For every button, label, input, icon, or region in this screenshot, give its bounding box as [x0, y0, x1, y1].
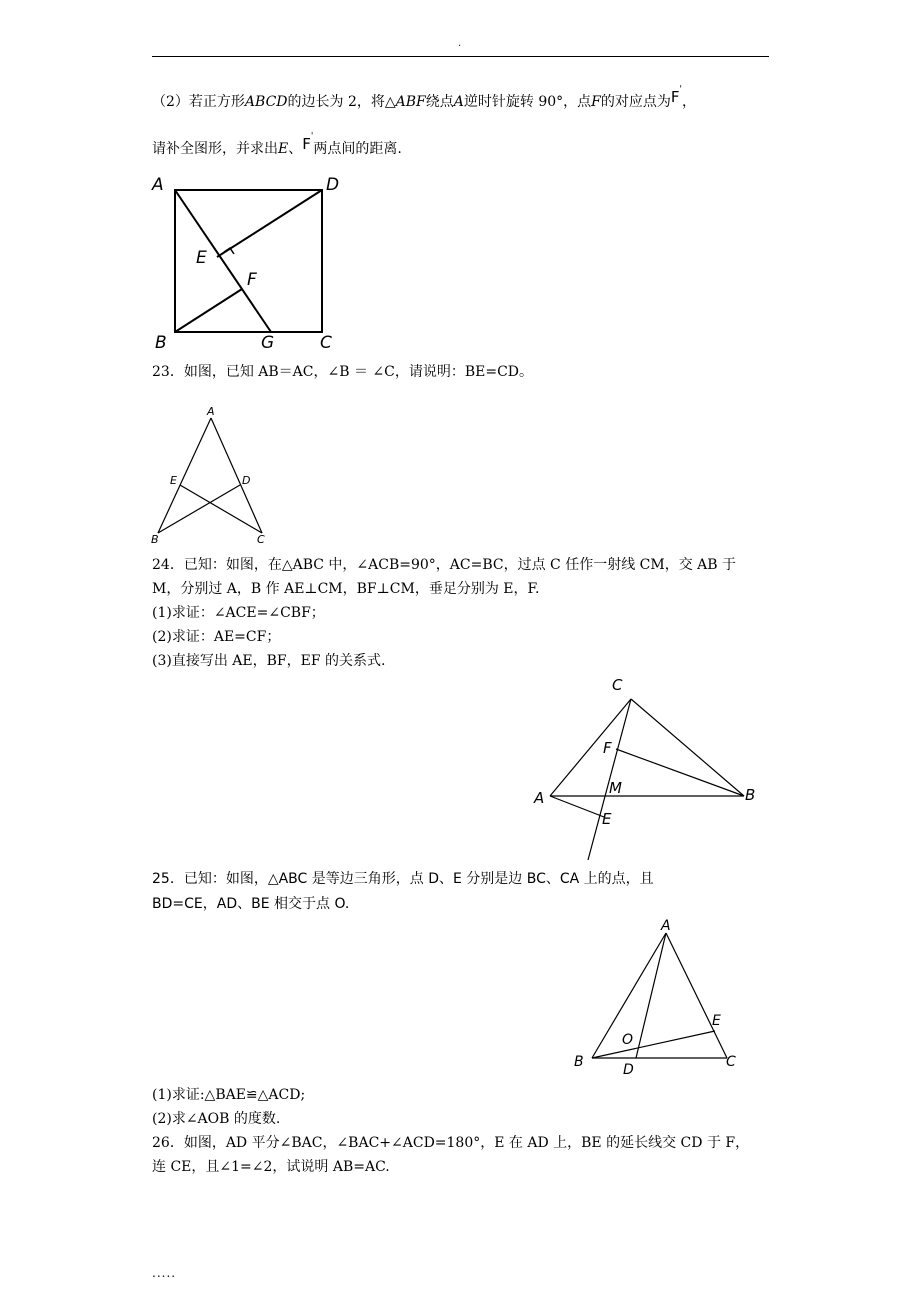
q24-line2: M，分别过 A，B 作 AE⊥CM，BF⊥CM，垂足分别为 E，F.: [152, 581, 540, 597]
segment-ae: [550, 796, 604, 817]
q24-item2: (2)求证：AE=CF；: [152, 629, 281, 645]
segment-db: [158, 485, 240, 533]
label-c: C: [257, 533, 265, 546]
q22-text: 两点间的距离.: [313, 141, 402, 157]
segment-ec: [180, 485, 262, 533]
label-b: B: [745, 786, 756, 804]
label-o: O: [622, 1032, 634, 1048]
side-ac: [211, 418, 262, 533]
label-b: B: [151, 533, 159, 546]
segment-bf: [616, 749, 744, 796]
q22-text: 的边长为 2，将△: [287, 94, 396, 110]
f-prime-symbol: F: [670, 88, 680, 106]
label-d: D: [326, 175, 340, 195]
side-cb: [631, 699, 744, 796]
header-rule: [152, 56, 769, 57]
square-figure: [150, 172, 350, 352]
segment-de: [217, 190, 322, 257]
q22-text: E: [278, 141, 289, 157]
prime-mark: ': [679, 85, 683, 95]
label-a: A: [152, 175, 164, 195]
label-c: C: [320, 333, 332, 352]
label-f: F: [247, 270, 257, 290]
q25-line1: 25．已知：如图，△ABC 是等边三角形，点 D、E 分别是边 BC、CA 上的点，且: [152, 871, 654, 887]
label-a: A: [207, 405, 215, 418]
triangle-figure-25: [570, 918, 740, 1078]
triangle-figure-24: [528, 672, 768, 864]
side-ab: [158, 418, 211, 533]
label-c: C: [726, 1054, 736, 1070]
segment-be: [592, 1031, 715, 1058]
q24-item3: (3)直接写出 AE，BF，EF 的关系式.: [152, 653, 386, 669]
q22-text: 绕点: [425, 94, 454, 110]
triangle-figure-23: [150, 403, 270, 546]
q22-text: 请补全图形，并求出: [152, 141, 278, 157]
q22-text: ABCD: [244, 94, 288, 110]
label-e: E: [602, 810, 612, 828]
label-e: E: [712, 1013, 721, 1029]
q22-text: 、: [288, 141, 303, 157]
right-angle-mark: [224, 248, 234, 254]
q22-text: 的对应点为: [600, 94, 671, 110]
label-e: E: [196, 248, 207, 268]
label-b: B: [574, 1054, 584, 1070]
label-c: C: [612, 676, 623, 694]
segment-ad: [636, 933, 666, 1058]
prime-mark: ': [310, 132, 314, 142]
label-a: A: [534, 789, 545, 807]
footer-dots: .....: [152, 1266, 177, 1280]
q22-text: ABF: [395, 94, 426, 110]
q25-item2: (2)求∠AOB 的度数.: [152, 1111, 281, 1127]
label-a: A: [661, 918, 671, 934]
label-e: E: [170, 474, 177, 487]
q26-line1: 26．如图，AD 平分∠BAC，∠BAC+∠ACD=180°，E 在 AD 上，BE 的延长线交 CD 于 F，: [152, 1135, 750, 1151]
f-prime-symbol: F: [302, 135, 311, 153]
q25-item1: (1)求证:△BAE≌△ACD;: [152, 1087, 306, 1103]
q23-text: 23．如图，已知 AB＝AC，∠B ＝ ∠C，请说明：BE=CD。: [152, 364, 534, 380]
label-d: D: [242, 474, 251, 487]
q24-item1: (1)求证：∠ACE=∠CBF；: [152, 605, 325, 621]
header-mark: .: [458, 38, 462, 49]
q25-line2: BD=CE，AD、BE 相交于点 O.: [152, 896, 350, 912]
label-g: G: [261, 333, 275, 352]
q24-line1: 24．已知：如图，在△ABC 中，∠ACB=90°，AC=BC，过点 C 任作一射线 CM，交 AB 于: [152, 557, 737, 573]
q26-line2: 连 CE，且∠1=∠2，试说明 AB=AC.: [152, 1159, 390, 1175]
q22-text: ，: [682, 94, 697, 110]
q22-text: （2）若正方形: [152, 94, 245, 110]
label-m: M: [609, 779, 622, 797]
q22-text: 逆时针旋转 90°，点: [463, 94, 592, 110]
q22-line2: [152, 132, 402, 160]
segment-ag: [175, 190, 271, 332]
label-d: D: [623, 1062, 634, 1078]
label-b: B: [155, 333, 167, 352]
q22-text: A: [453, 94, 464, 110]
label-f: F: [603, 739, 612, 757]
q22-text: F: [591, 94, 601, 110]
segment-bf: [175, 289, 242, 332]
q22-line1: [152, 85, 697, 113]
